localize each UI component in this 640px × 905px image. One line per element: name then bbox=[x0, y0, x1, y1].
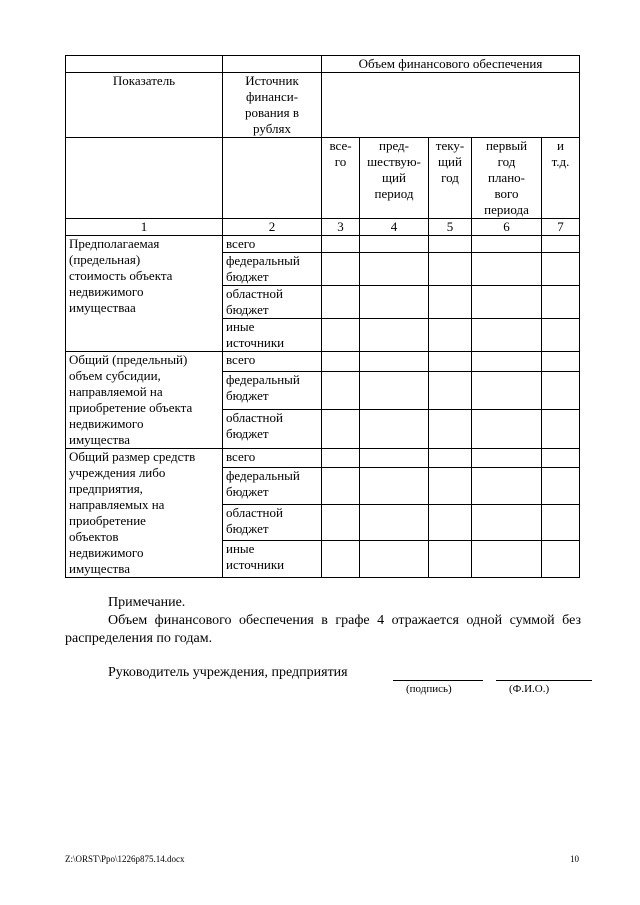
footer-file-path: Z:\ORST\Ppo\1226p875.14.docx bbox=[65, 854, 185, 864]
text-line: всего bbox=[226, 352, 256, 367]
value-cell bbox=[472, 467, 542, 504]
value-cell bbox=[542, 467, 580, 504]
note-text: Объем финансового обеспечения в графе 4 отражается одной суммой без распределения по годам. bbox=[65, 613, 581, 646]
text-line: имущества bbox=[69, 561, 130, 576]
value-cell bbox=[429, 236, 472, 253]
page-number: 10 bbox=[570, 854, 579, 864]
text-line: всего bbox=[226, 236, 256, 251]
text-line: го bbox=[334, 154, 347, 169]
text-line: источники bbox=[226, 557, 285, 573]
value-cell bbox=[542, 449, 580, 468]
value-cell bbox=[429, 410, 472, 449]
value-cell bbox=[429, 467, 472, 504]
value-cell bbox=[542, 541, 580, 578]
text-line: год bbox=[441, 170, 459, 185]
header-indicator: Показатель bbox=[66, 73, 223, 138]
value-cell bbox=[542, 504, 580, 541]
text-line: щий bbox=[382, 170, 406, 185]
value-cell bbox=[429, 449, 472, 468]
text-line: объектов bbox=[69, 529, 119, 544]
value-cell bbox=[322, 449, 360, 468]
column-number: 7 bbox=[542, 219, 580, 236]
value-cell bbox=[472, 286, 542, 319]
value-cell bbox=[360, 236, 429, 253]
value-cell bbox=[360, 467, 429, 504]
table-caption: Объем финансового обеспечения bbox=[322, 56, 580, 73]
value-cell bbox=[322, 467, 360, 504]
text-line: финанси- bbox=[245, 89, 299, 104]
text-line: бюджет bbox=[226, 302, 269, 317]
source-cell bbox=[223, 449, 322, 468]
source-cell bbox=[223, 467, 322, 504]
value-cell bbox=[472, 253, 542, 286]
text-line: периода bbox=[484, 202, 529, 217]
header-etc bbox=[542, 138, 580, 219]
value-cell bbox=[360, 541, 429, 578]
signature-caption: (подпись) bbox=[406, 683, 452, 695]
text-line: пред- bbox=[379, 138, 409, 153]
value-cell bbox=[472, 371, 542, 410]
text-line: направляемых на bbox=[69, 497, 165, 512]
value-cell bbox=[322, 286, 360, 319]
value-cell bbox=[322, 504, 360, 541]
text-line: недвижимого bbox=[69, 284, 144, 299]
value-cell bbox=[322, 319, 360, 352]
table-row bbox=[66, 352, 580, 372]
value-cell bbox=[429, 319, 472, 352]
header-blank-cell bbox=[223, 56, 322, 73]
value-cell bbox=[322, 410, 360, 449]
text-line: областной bbox=[226, 410, 283, 426]
signature-line bbox=[393, 680, 483, 681]
indicator-cell bbox=[66, 236, 223, 352]
text-line: теку- bbox=[435, 138, 465, 153]
text-line: плано- bbox=[487, 170, 525, 185]
source-cell bbox=[223, 371, 322, 410]
signature-label: Руководитель учреждения, предприятия bbox=[108, 665, 348, 680]
table-body bbox=[66, 236, 580, 578]
value-cell bbox=[472, 352, 542, 372]
column-number: 6 bbox=[472, 219, 542, 236]
text-line: Источник bbox=[245, 73, 299, 88]
header-first-planning-year bbox=[472, 138, 542, 219]
value-cell bbox=[472, 319, 542, 352]
value-cell bbox=[472, 236, 542, 253]
source-cell bbox=[223, 286, 322, 319]
value-cell bbox=[429, 504, 472, 541]
column-number: 5 bbox=[429, 219, 472, 236]
text-line: объем субсидии, bbox=[69, 368, 161, 383]
text-line: т.д. bbox=[551, 154, 570, 169]
source-cell bbox=[223, 236, 322, 253]
name-line bbox=[496, 680, 592, 681]
text-line: недвижимого bbox=[69, 545, 144, 560]
value-cell bbox=[472, 410, 542, 449]
value-cell bbox=[322, 253, 360, 286]
value-cell bbox=[472, 504, 542, 541]
value-cell bbox=[429, 541, 472, 578]
value-cell bbox=[360, 410, 429, 449]
text-line: всего bbox=[226, 449, 256, 464]
text-line: бюджет bbox=[226, 269, 269, 284]
header-current-year bbox=[429, 138, 472, 219]
column-number: 2 bbox=[223, 219, 322, 236]
text-line: год bbox=[497, 154, 516, 169]
text-line: федеральный bbox=[226, 467, 300, 483]
column-number: 1 bbox=[66, 219, 223, 236]
text-line: стоимость объекта bbox=[69, 268, 173, 283]
text-line: бюджет bbox=[226, 520, 269, 536]
value-cell bbox=[360, 352, 429, 372]
text-line: имущества bbox=[69, 432, 130, 447]
value-cell bbox=[360, 449, 429, 468]
source-cell bbox=[223, 352, 322, 372]
column-number: 3 bbox=[322, 219, 360, 236]
table-row bbox=[66, 236, 580, 253]
text-line: предприятия, bbox=[69, 481, 143, 496]
text-line: Общий (предельный) bbox=[69, 352, 188, 367]
text-line: Общий размер средств bbox=[69, 449, 196, 464]
header-previous-period bbox=[360, 138, 429, 219]
text-line: все- bbox=[329, 138, 352, 153]
header-blank-cell bbox=[66, 56, 223, 73]
text-line: бюджет bbox=[226, 387, 269, 403]
text-line: первый bbox=[485, 138, 528, 153]
value-cell bbox=[542, 410, 580, 449]
text-line: приобретение объекта bbox=[69, 400, 193, 415]
value-cell bbox=[360, 253, 429, 286]
value-cell bbox=[322, 371, 360, 410]
text-line: вого bbox=[494, 186, 519, 201]
text-line: щий bbox=[438, 154, 462, 169]
text-line: федеральный bbox=[226, 253, 300, 268]
text-line: Предполагаемая bbox=[69, 236, 160, 251]
text-line: областной bbox=[226, 504, 283, 520]
text-line: (предельная) bbox=[69, 252, 141, 267]
value-cell bbox=[322, 236, 360, 253]
value-cell bbox=[322, 352, 360, 372]
source-cell bbox=[223, 504, 322, 541]
column-numbers-row bbox=[66, 219, 580, 236]
text-line: иные bbox=[226, 541, 255, 557]
value-cell bbox=[542, 319, 580, 352]
value-cell bbox=[542, 236, 580, 253]
text-line: и bbox=[557, 138, 564, 153]
header-blank-cell bbox=[322, 73, 580, 138]
financing-table bbox=[65, 55, 580, 578]
value-cell bbox=[360, 371, 429, 410]
table-row bbox=[66, 449, 580, 468]
value-cell bbox=[429, 253, 472, 286]
header-blank-cell bbox=[66, 138, 223, 219]
text-line: федеральный bbox=[226, 371, 300, 387]
source-cell bbox=[223, 319, 322, 352]
value-cell bbox=[542, 371, 580, 410]
text-line: период bbox=[374, 186, 414, 201]
source-cell bbox=[223, 253, 322, 286]
name-caption: (Ф.И.О.) bbox=[509, 683, 550, 695]
text-line: иные bbox=[226, 319, 255, 334]
text-line: шествую- bbox=[367, 154, 421, 169]
column-number: 4 bbox=[360, 219, 429, 236]
value-cell bbox=[472, 449, 542, 468]
text-line: бюджет bbox=[226, 483, 269, 499]
value-cell bbox=[542, 352, 580, 372]
text-line: областной bbox=[226, 286, 283, 301]
value-cell bbox=[360, 286, 429, 319]
source-cell bbox=[223, 541, 322, 578]
text-line: бюджет bbox=[226, 426, 269, 442]
text-line: рублях bbox=[253, 121, 291, 136]
header-blank-cell bbox=[223, 138, 322, 219]
text-line: рования в bbox=[244, 105, 300, 120]
text-line: направляемой на bbox=[69, 384, 163, 399]
value-cell bbox=[472, 541, 542, 578]
indicator-cell bbox=[66, 449, 223, 578]
header-source bbox=[223, 73, 322, 138]
value-cell bbox=[429, 352, 472, 372]
text-line: источники bbox=[226, 335, 285, 350]
value-cell bbox=[429, 286, 472, 319]
value-cell bbox=[542, 286, 580, 319]
value-cell bbox=[360, 319, 429, 352]
source-cell bbox=[223, 410, 322, 449]
value-cell bbox=[542, 253, 580, 286]
note-heading: Примечание. bbox=[108, 595, 186, 610]
header-total bbox=[322, 138, 360, 219]
text-line: учреждения либо bbox=[69, 465, 166, 480]
value-cell bbox=[360, 504, 429, 541]
text-line: недвижимого bbox=[69, 416, 144, 431]
value-cell bbox=[322, 541, 360, 578]
text-line: приобретение bbox=[69, 513, 146, 528]
indicator-cell bbox=[66, 352, 223, 449]
text-line: имуществаа bbox=[69, 300, 136, 315]
value-cell bbox=[429, 371, 472, 410]
